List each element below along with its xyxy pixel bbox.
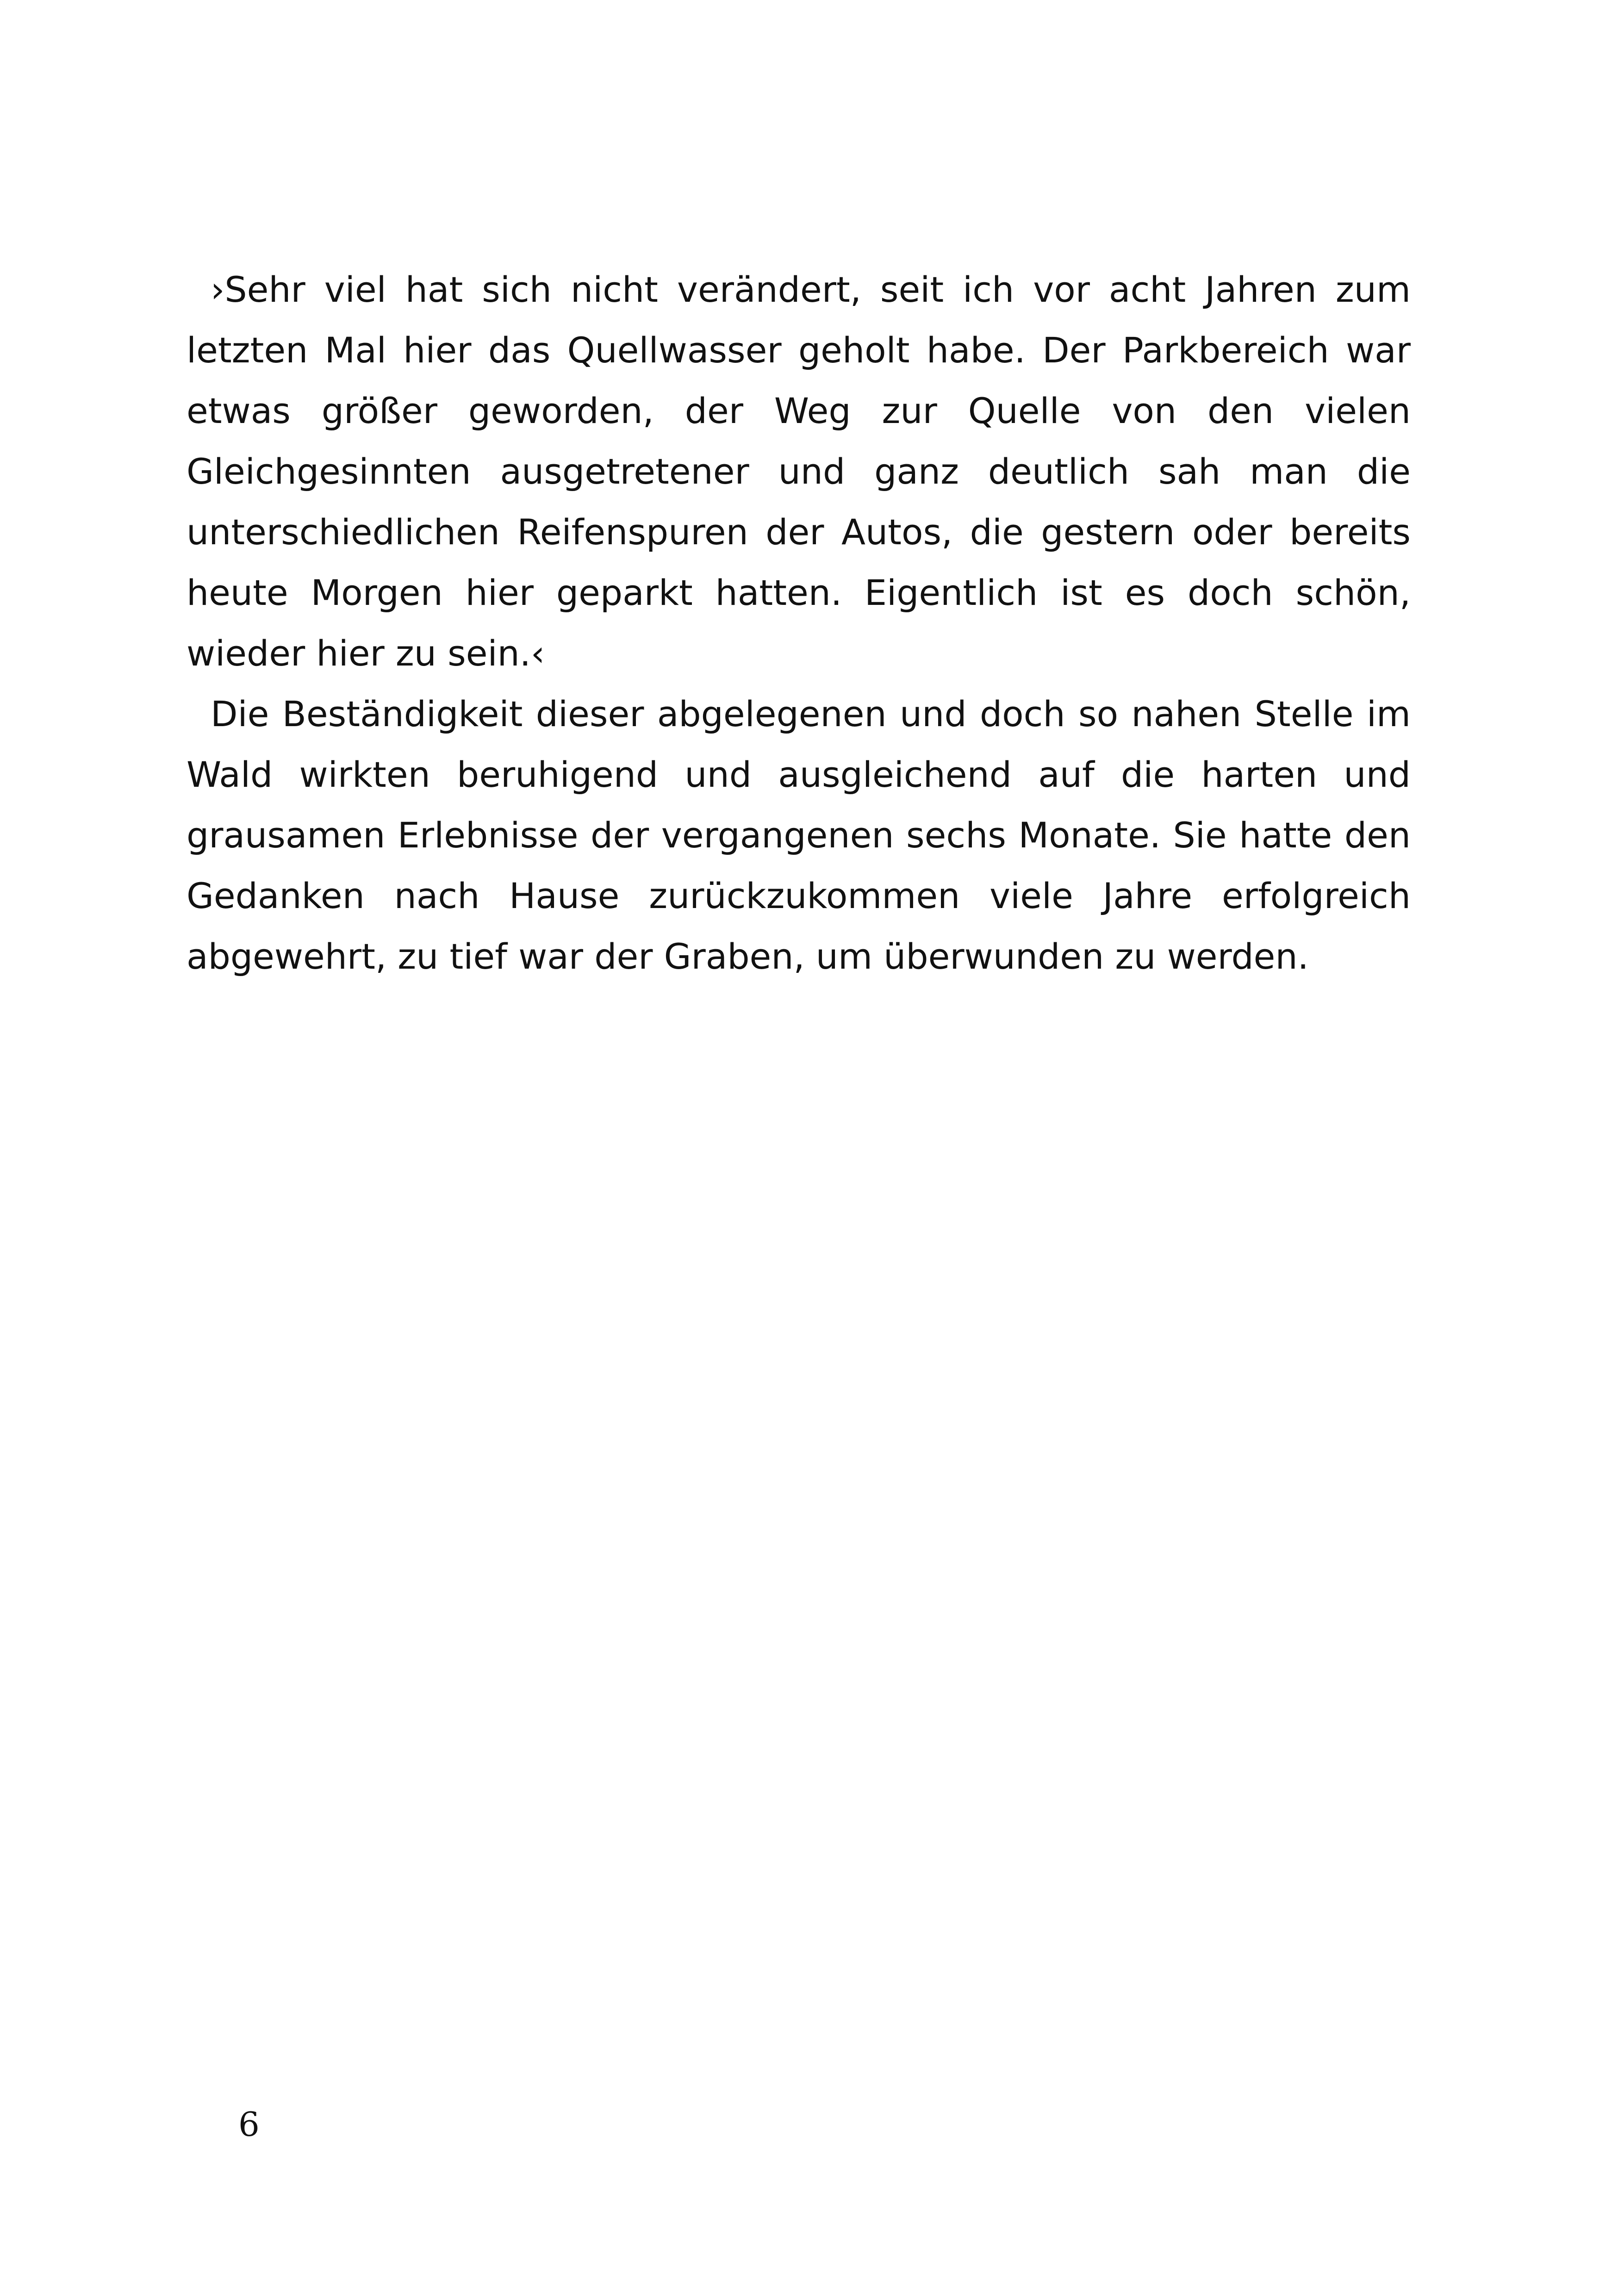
paragraph-2: Die Beständigkeit dieser abgelegenen und doch so nahen Stelle im Wald wirkten beruhigend und ausgleichend auf die harten und grausamen Erlebnisse der vergangenen sechs Monate. Sie hatte den Gedanken nach Hause zurückzukommen viele Jahre erfolgreich abgewehrt, zu tief war der Graben, um überwunden zu werden. (187, 693, 1411, 977)
page-number: 6 (238, 2105, 260, 2144)
paragraph-1: ›Sehr viel hat sich nicht verändert, seit ich vor acht Jahren zum letzten Mal hier das Quellwasser geholt habe. Der Parkbereich war etwas größer geworden, der Weg zur Quelle von den vielen Gleichgesinnten ausgetretener und ganz deutlich sah man die unterschiedlichen Reifenspuren der Autos, die gestern oder bereits heute Morgen hier geparkt hatten. Eigentlich ist es doch schön, wieder hier zu sein.‹ (187, 269, 1411, 674)
body-text (187, 259, 1411, 987)
